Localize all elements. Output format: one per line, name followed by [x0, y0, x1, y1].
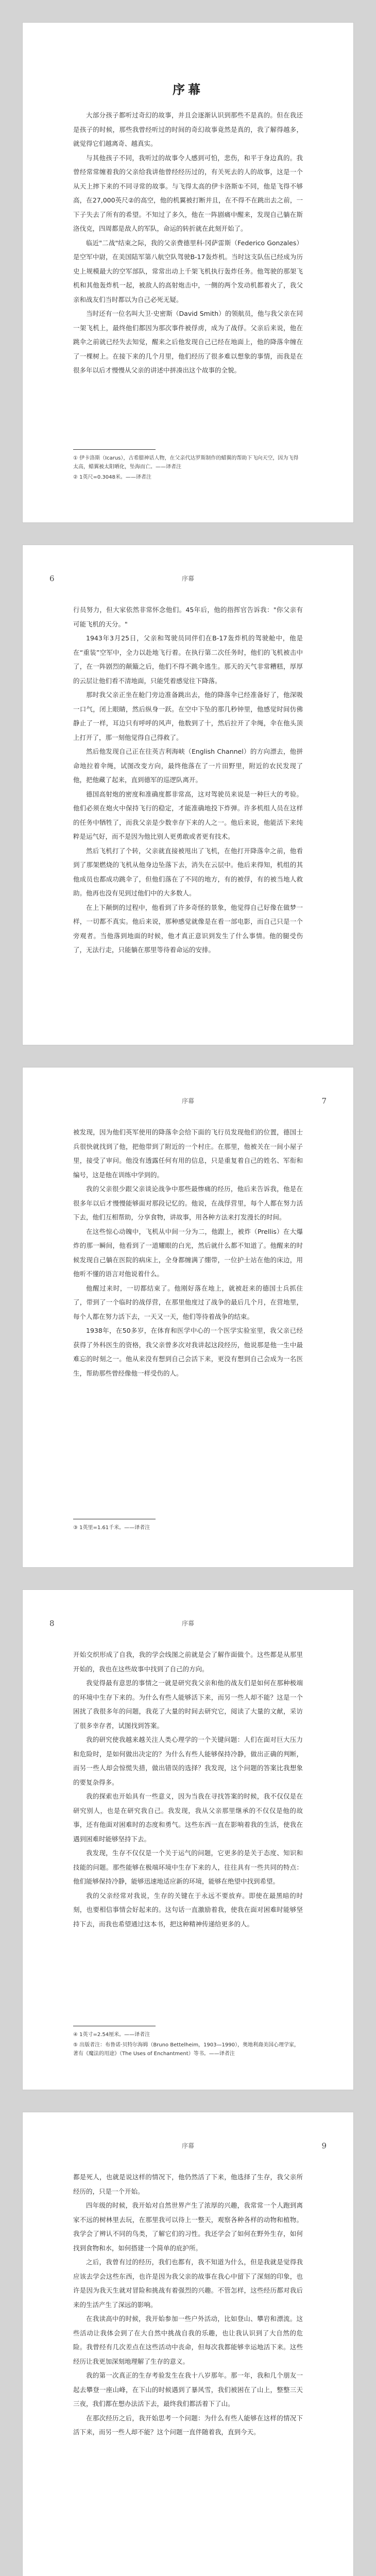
paragraph: 行员努力，但大家依然非常怀念他们。45年后，他的指挥官告诉我："你父亲有可能飞机的天分。" [73, 606, 303, 628]
paragraph: 都是死人，也就是说这样的情况下，他仍然活了下来，他选择了生存，我父亲所经历的，只是一个开始。 [73, 2173, 303, 2195]
footnotes [73, 2026, 303, 2060]
paragraph: 我的第一次真正的生存考验发生在我十八岁那年。那一年，我和几个朋友一起去攀登一座山峰，在下山的时候遇到了暴风雪，我们被困在了山上，整整三天三夜，我们都在想办法活下去，最终我们都活着下了山。 [73, 2371, 303, 2408]
paragraph: 在那次经历之后，我开始思考一个问题：为什么有些人能够在这样的情况下活下来，而另一些人却不能？这个问题一直伴随着我，直到今天。 [73, 2414, 303, 2436]
page-number: 8 [49, 1619, 55, 1628]
paragraph: 四年级的时候，我开始对自然世界产生了浓厚的兴趣，我常常一个人跑到离家不远的树林里去玩，在那里我可以待上一整天，观察各种各样的动物和植物。我学会了辨认不同的鸟类，了解它们的习性。我还学会了如何在野外生存，如何找到食物和水，如何搭建一个简单的庇护所。 [73, 2201, 303, 2252]
running-title: 序幕 [181, 1097, 194, 1105]
paragraph: 我的父亲经常对我说，生存的关键在于永远不要放弃。即使在最黑暗的时刻，也要相信事情会好起来的。这句话一直激励着我，使我在面对困难时能够坚持下去，而我也希望通过这本书，把这种精神传递给更多的人。 [73, 1891, 303, 1928]
page-4 [22, 1589, 354, 2090]
page-body [73, 108, 303, 378]
paragraph: 在这些惊心动魄中，飞机从中间一分为二，他跟上，被炸（Prellis）在大爆炸的那一瞬间，他看到了一道耀眼的白光，然后就什么都不知道了。他醒来的时候发现自己躺在医院的病床上，全身都缠满了绷带，一位护士站在他的床边，用他听不懂的语言对他说着什么。 [73, 1227, 303, 1278]
chapter-title: 序幕 [173, 82, 203, 97]
paragraph: 在我读高中的时候，我开始参加一些户外活动，比如登山、攀岩和漂流。这些活动让我体会到了在大自然中挑战自我的乐趣，也让我认识到了大自然的危险。我曾经有几次差点在这些活动中丧命，但每次我都能够幸运地活下来。这些经历让我更加深刻地理解了生存的意义。 [73, 2315, 303, 2365]
paragraph: 被发现，因为他们英军使用的降落伞会给下面的飞行员发现他们的位置，德国士兵很快就找到了他，把他带到了附近的一个村庄。在那里，他被关在一间小屋子里，接受了审问。他没有透露任何有用的信息，只是重复着自己的姓名、军衔和编号，这是他在训练中学到的。 [73, 1128, 303, 1179]
page-body [73, 1648, 303, 1931]
footnote: ② 1英尺=0.3048米。——译者注 [73, 474, 151, 480]
page-1 [22, 22, 354, 523]
footnote-rule [73, 449, 156, 450]
paragraph: 1943年3月25日，父亲和驾驶员同伴们在B-17轰炸机的驾驶舱中，他是在“重装”空军中，全力以赴地飞行着。在执行第二次任务时，他们的飞机被击中了，在一阵剧烈的颠簸之后，他们不得不跳伞逃生。那天的天气非常糟糕，厚厚的云层让他们看不清地面，只能凭着感觉往下降落。 [73, 634, 303, 685]
page-body [73, 2170, 303, 2439]
page-number: 6 [49, 574, 55, 583]
paragraph: 1938年，在50多岁，在体育和医学中心的一个医学实验室里，我父亲已经获得了外科医生的资格，我父亲曾多次对我讲起这段经历，他说那是他一生中最难忘的时刻之一。他从来没有想到自己会活下来，更没有想到自己会成为一名医生，帮助那些曾经像他一样受伤的人。 [73, 1327, 303, 1377]
page-number: 9 [321, 2141, 327, 2150]
footnote: ③ 1英里=1.61千米。——译者注 [73, 1525, 150, 1531]
footnote: ① 伊卡洛斯（Icarus），古希腊神话人物，在父亲代达罗斯制作的蜡翼的帮助下飞向天空，因为飞得太高，蜡翼被太阳晒化，坠海而亡。——译者注 [73, 455, 299, 470]
running-head [49, 1619, 327, 1629]
paragraph: 之后，我曾有过的经历，我们也都有，我不知道为什么，但是我就是觉得我应该去学会这些东西，也许是因为我父亲的故事在我心中留下了深刻的印象，也许是因为我天生就对冒险和挑战有着强烈的兴趣。不管怎样，这些经历都对我后来的生活产生了深远的影响。 [73, 2258, 303, 2309]
paragraph: 然后他发现自己正在往英吉利海峡（English Channel）的方向漂去，他拼命地拉着伞绳，试图改变方向，最终他落在了一片田野里，附近的农民发现了他，把他藏了起来，直到德军的巡逻队离开。 [73, 748, 303, 784]
paragraph: 他醒过来时，一切都结束了。他刚好落在地上，就被赶来的德国士兵抓住了，带到了一个临时的战俘营，在那里他度过了战争的最后几个月，在营地里，每个人都在努力活下去，一天又一天，他们等待着战争的结束。 [73, 1284, 303, 1320]
footnote: ⑤ 出版者注：布鲁诺·贝特尔海姆（Bruno Bettelheim，1903—1990），奥地利裔美国心理学家，著有《魔法的用途》（The Uses of Enchantment）等书。——译者注 [73, 2042, 299, 2057]
running-title: 序幕 [181, 575, 194, 582]
page-3 [22, 1067, 354, 1568]
page-body [73, 603, 303, 957]
page-body [73, 1125, 303, 1380]
paragraph: 我的研究使我越来越关注人类心理学的一个关键问题：人们在面对巨大压力和危险时，是如何做出决定的？为什么有些人能够保持冷静，做出正确的判断，而另一些人却会惊慌失措，做出错误的选择？我发现，这个问题的答案比我想象的要复杂得多。 [73, 1736, 303, 1786]
page-2 [22, 545, 354, 1045]
running-head [49, 574, 327, 584]
running-head [49, 1096, 327, 1107]
footnote: ④ 1英寸=2.54厘米。——译者注 [73, 2032, 150, 2038]
paragraph: 我觉得最有意思的事情之一就是研究我父亲和他的战友们是如何在那种极端的环境中生存下来的。为什么有些人能够活下来，而另一些人却不能？这是一个困扰了我很多年的问题，我花了大量的时间去研究它，阅读了大量的文献，采访了很多幸存者，试图找到答案。 [73, 1679, 303, 1730]
paragraph: 我发现，生存不仅仅是一个关于运气的问题，它更多的是关于态度、知识和技能的问题。那些能够在极端环境中生存下来的人，往往具有一些共同的特点：他们能够保持冷静，能够迅速地适应新的环境，能够在绝望中找到希望。 [73, 1849, 303, 1885]
paragraph: 我的父亲很少跟父亲谈论战争中那些最惨痛的经历，他后来告诉我，他是在很多年以后才慢慢能够面对那段记忆的。他说，在战俘营里，每个人都在努力活下去，他们互相帮助，分享食物，讲故事，用各种方法来打发漫长的时间。 [73, 1185, 303, 1221]
paragraph: 与其他孩子不同，我听过的故事令人感到可怕，悲伤，和平于身边真的。我曾经常常缠着我的父亲给我讲他曾经经历过的，有关死去的人的故事，这是一个从天上摔下来的不同寻常的故事。与飞得太高的伊卡洛斯①不同，他是飞得不够高，在27,000英尺②的高空，他的机翼被打断并且，在不得不在跳出去之前，一下子失去了所有的希望。不知过了多久，他在一阵剧痛中醒来，发现自己躺在斯洛伐克，四周都是敌人的军队，命运的转折就在此刻开始了。 [73, 154, 303, 232]
running-title: 序幕 [181, 1620, 194, 1627]
running-title: 序幕 [181, 2142, 194, 2149]
paragraph: 临近"二战"结束之际，我的父亲费德里科·冈萨雷斯（Federico Gonzales）是空军中尉，在美国陆军第八航空队驾驶B-17轰炸机。当时这支队伍已经成为历史上规模最大的空军部队，常常出动上千架飞机执行轰炸任务。他驾驶的那架飞机和其他轰炸机一起，被敌人的高射炮击中，一侧的两个发动机都着火了，我父亲和战友们当时都以为自己必死无疑。 [73, 239, 303, 303]
paragraph: 然后飞机打了个转，父亲就直接被甩出了飞机，在他打开降落伞之前，他看到了那架燃烧的飞机从他身边坠落下去，消失在云层中。他后来得知，机组的其他成员也都成功跳伞了，但他们落在了不同的地方，有的被俘，有的被当地人救助。他再也没有见到过他们中的大多数人。 [73, 846, 303, 897]
paragraph: 我的探索也开始具有一些意义，因为当我在寻找答案的时候，我不仅仅是在研究别人，也是在研究我自己。我发现，我从父亲那里继承的不仅仅是他的故事，还有他面对困难时的态度和勇气。这些东西一直在影响着我的生活，使我在遇到困难时能够坚持下去。 [73, 1792, 303, 1843]
paragraph: 当时还有一位名叫大卫·史密斯（David Smith）的领航员，他与我父亲在同一架飞机上，最终他们都因为那次事件被俘虏，成为了战俘。父亲后来说，他在跳伞之前就已经失去知觉，醒来之后他发现自己已经在地面上，他的降落伞缠在了一棵树上。在接下来的几个月里，他们经历了很多难以想象的事情，而我是在很多年以后才慢慢从父亲的讲述中拼凑出这个故事的全貌。 [73, 310, 303, 374]
paragraph: 那时我父亲正坐在舱门旁边准备跳出去，他的降落伞已经准备好了，他深吸一口气，闭上眼睛，然后纵身一跃。在空中下坠的那几秒钟里，他感觉时间仿佛静止了一样，耳边只有呼呼的风声，他数到了十，然后拉开了伞绳，伞在他头顶上打开了，那一刻他觉得自己得救了。 [73, 691, 303, 741]
paragraph: 在上下颠倒的过程中，他看到了许多奇怪的景象，他觉得自己好像在做梦一样，一切都不真实。他后来说，那种感觉就像是在看一部电影，而自己只是一个旁观者。当他落到地面的时候，他才真正意识到发生了什么事情。他的腿受伤了，无法行走，只能躺在那里等待着命运的安排。 [73, 903, 303, 954]
page-number: 7 [321, 1096, 327, 1106]
page-5 [22, 2112, 354, 2576]
footnotes [73, 449, 303, 483]
running-head [49, 2141, 327, 2151]
paragraph: 德国高射炮的密度和准确度都非常高，这对驾驶员来说是一种巨大的考验。他们必须在炮火中保持飞行的稳定，才能准确地投下炸弹。许多机组人员在这样的任务中牺牲了，而我父亲是少数幸存下来的人之一。他后来说，他能活下来纯粹是运气好，而不是因为他比别人更勇敢或者更有技术。 [73, 790, 303, 840]
footnotes [73, 1519, 303, 1534]
paragraph: 大部分孩子都听过奇幻的故事，并且会逐渐认识到那些不是真的。但在我还是孩子的时候，那些我曾经听过的时间的奇幻故事竟然是真的，我了解得越多，就觉得它们越离奇、越真实。 [73, 111, 303, 147]
paragraph: 开始交织形成了自我，我的学会线图之前就是会了解作面做个。这些都是从那里开始的，我也在这些故事中找到了自己的方向。 [73, 1651, 303, 1673]
